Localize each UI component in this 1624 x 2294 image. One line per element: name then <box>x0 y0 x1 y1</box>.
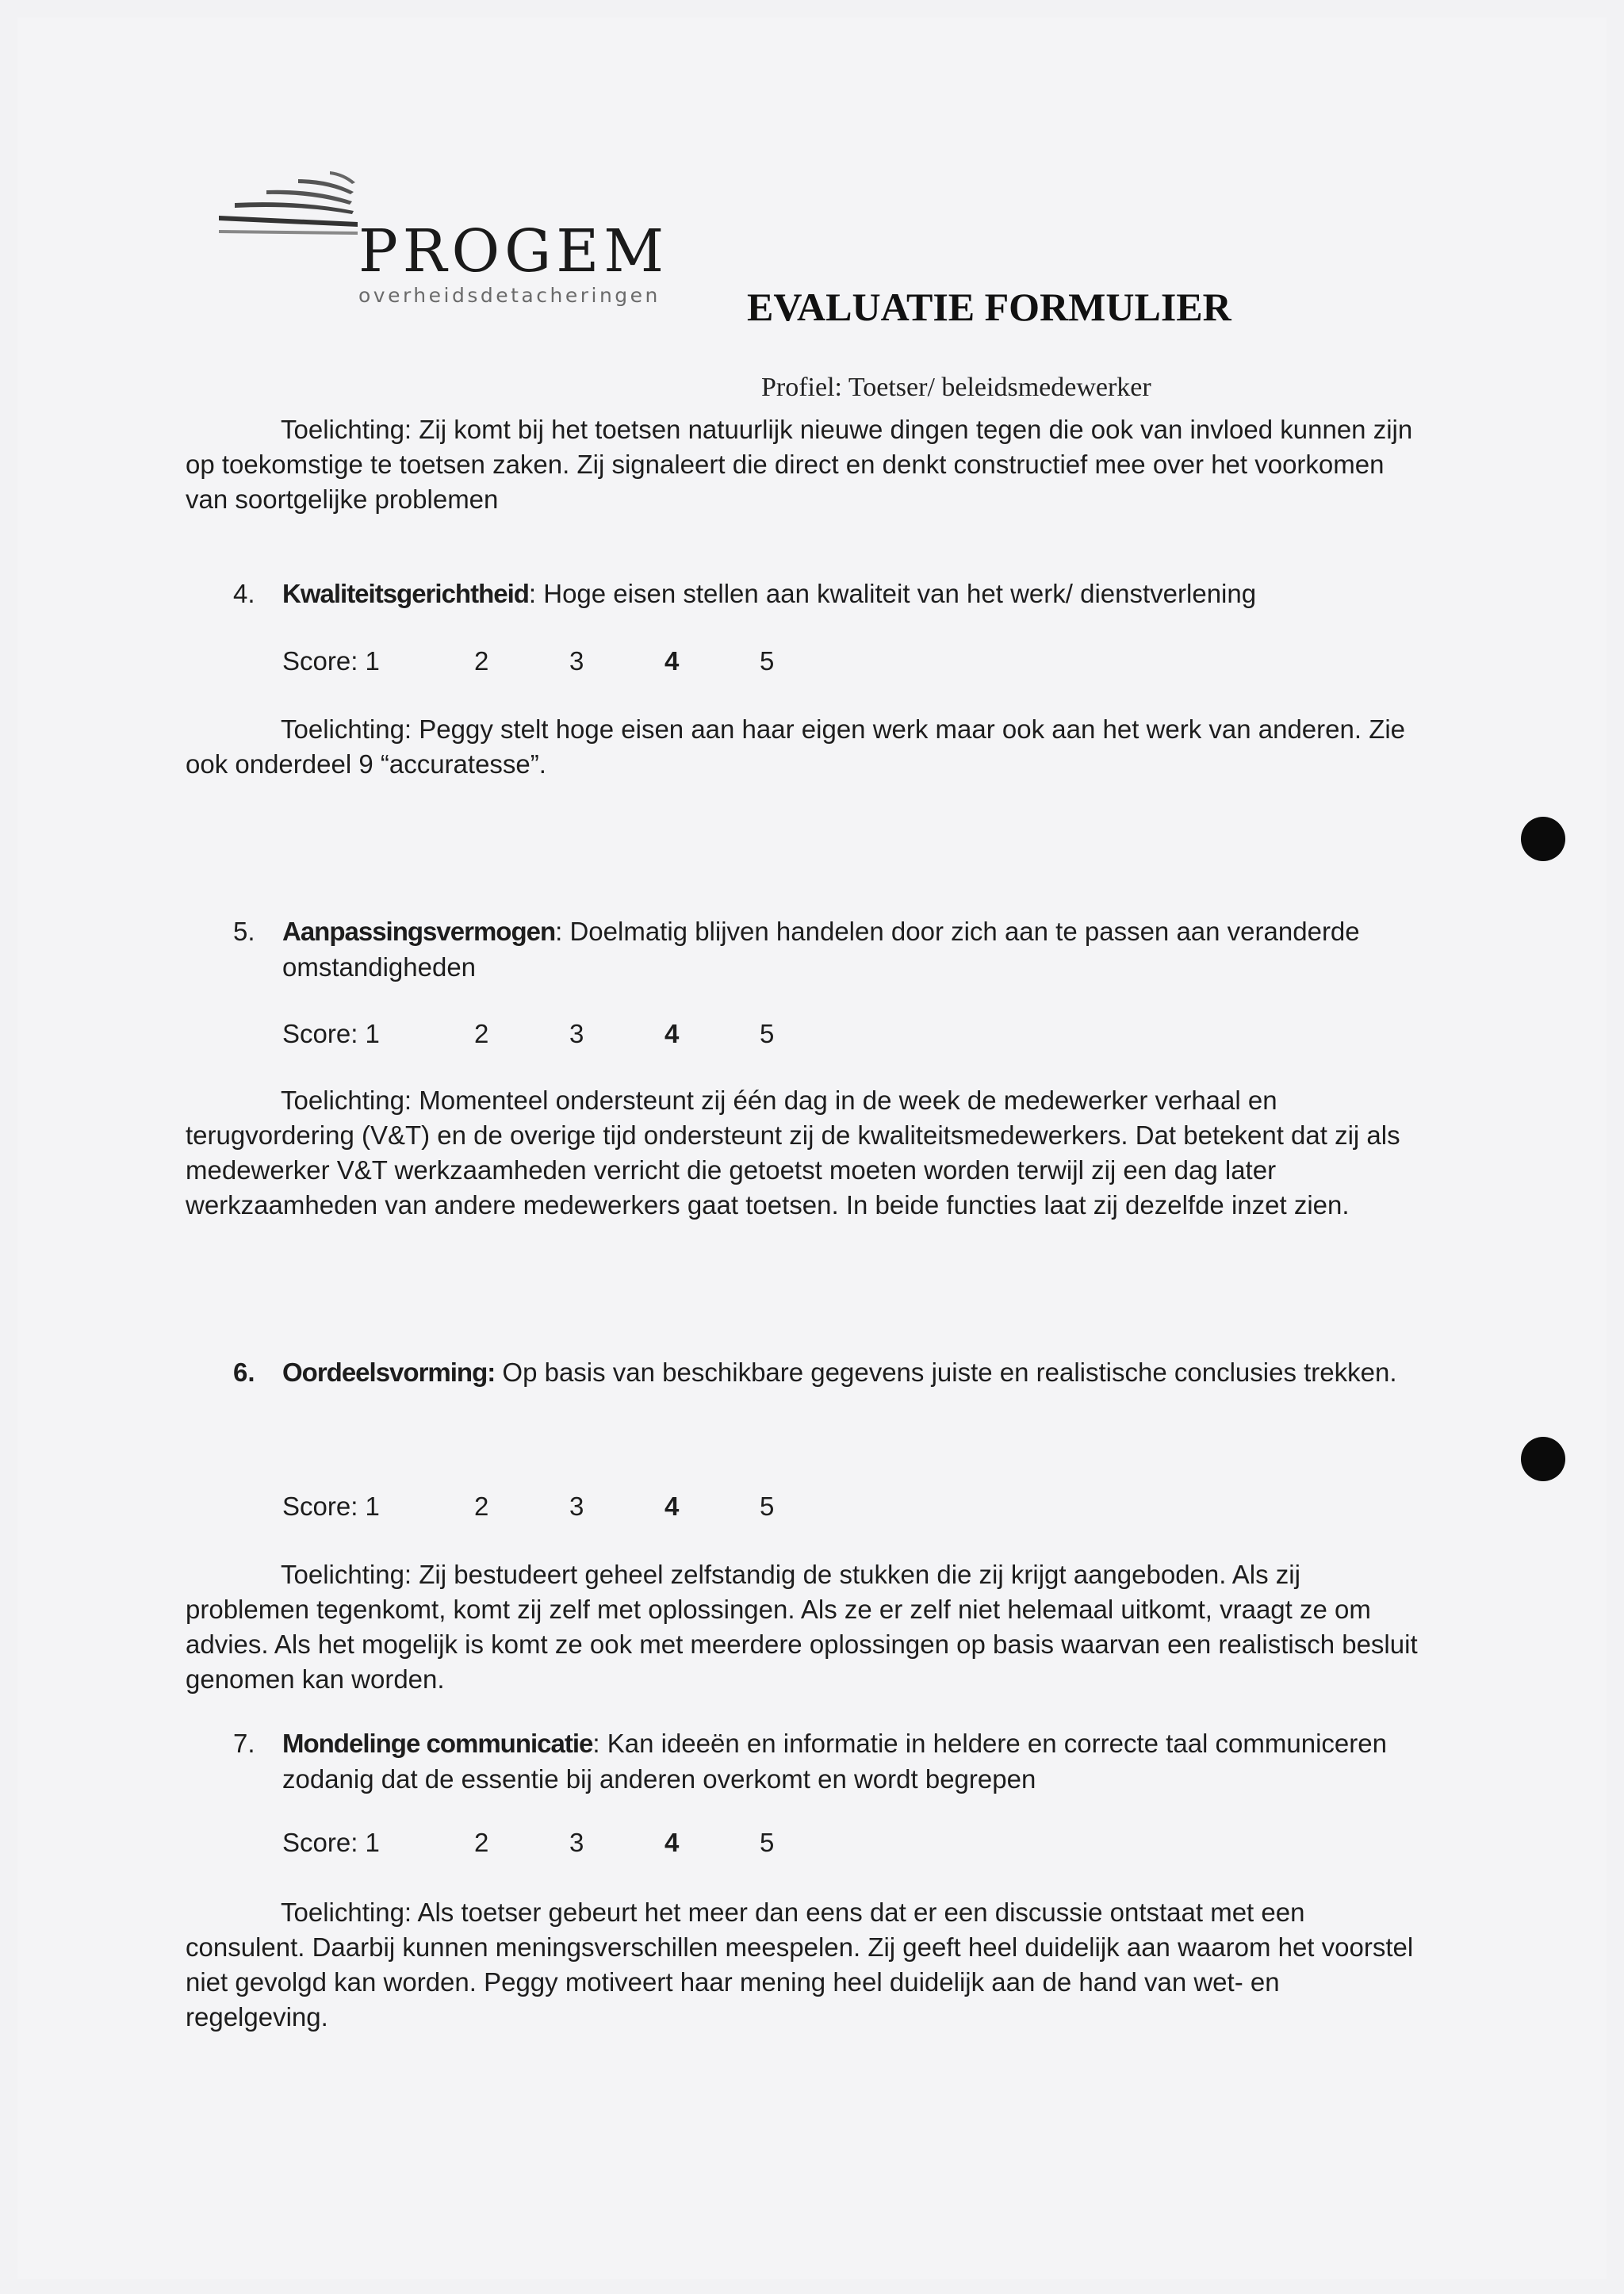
score-label: Score: 1 <box>282 646 380 676</box>
score-option-selected: 4 <box>665 646 680 676</box>
criterion-6 <box>233 1354 1423 1390</box>
score-option-selected: 4 <box>665 1828 680 1857</box>
criterion-number: 7. <box>233 1729 255 1758</box>
criterion-description: : Hoge eisen stellen aan kwaliteit van het werk/ dienstverlening <box>528 579 1257 608</box>
score-label: Score: 1 <box>282 1492 380 1521</box>
criterion-name: Oordeelsvorming: <box>282 1358 496 1387</box>
score-option: 5 <box>760 1828 775 1857</box>
score-option: 5 <box>760 1492 775 1521</box>
criterion-number: 4. <box>233 579 255 608</box>
criterion-name: Aanpassingsvermogen <box>282 917 556 946</box>
brand-name: PROGEM <box>358 217 669 285</box>
score-option: 3 <box>569 646 584 676</box>
criterion-5-explanation: Toelichting: Momenteel ondersteunt zij één dag in de week de medewerker verhaal en terugvordering (V&T) en de overige tijd ondersteunt zij de kwaliteitsmedewerkers. Dat betekent dat zij als medewerker V&T werkzaamheden verricht die getoetst moeten worden terwijl zij een dag later werkzaamheden van andere medewerkers gaat toetsen. In beide functies laat zij dezelfde inzet zien. <box>186 1086 1400 1220</box>
score-option: 5 <box>760 646 775 676</box>
criterion-6-explanation: Toelichting: Zij bestudeert geheel zelfstandig de stukken die zij krijgt aangeboden. Als zij problemen tegenkomt, komt zij zelf met oplossingen. Als ze er zelf niet helemaal uitkomt, vraagt ze om advies. Als het mogelijk is komt ze ook met meerdere oplossingen op basis waarvan een realistisch besluit genomen kan worden. <box>186 1560 1418 1694</box>
criterion-7 <box>233 1725 1423 1797</box>
profile-label: Profiel: Toetser/ beleidsmedewerker <box>761 373 1151 402</box>
score-option: 2 <box>474 1019 489 1048</box>
criterion-4 <box>233 576 1423 611</box>
score-option: 3 <box>569 1828 584 1857</box>
criterion-description: Op basis van beschikbare gegevens juiste en realistische conclusies trekken. <box>495 1358 1397 1387</box>
criterion-4-explanation: Toelichting: Peggy stelt hoge eisen aan haar eigen werk maar ook aan het werk van anderen. Zie ook onderdeel 9 “accuratesse”. <box>186 714 1406 779</box>
score-option: 5 <box>760 1019 775 1048</box>
criterion-description: : Kan ideeën en informatie in heldere en correcte taal communiceren zodanig dat de essentie bij anderen overkomt en wordt begrepen <box>282 1729 1387 1794</box>
document-title: EVALUATIE FORMULIER <box>747 285 1231 329</box>
score-option: 2 <box>474 646 489 676</box>
criterion-number: 5. <box>233 917 255 946</box>
criterion-5 <box>233 913 1423 985</box>
punch-hole-icon <box>1521 1437 1565 1481</box>
brand-tagline: overheidsdetacheringen <box>358 284 661 307</box>
score-option: 2 <box>474 1828 489 1857</box>
score-option-selected: 4 <box>665 1019 680 1048</box>
criterion-name: Mondelinge communicatie <box>282 1729 593 1758</box>
punch-hole-icon <box>1521 817 1565 861</box>
criterion-number: 6. <box>233 1358 255 1387</box>
score-option-selected: 4 <box>665 1492 680 1521</box>
score-option: 3 <box>569 1492 584 1521</box>
progem-swoosh-logo-icon <box>219 168 362 247</box>
intro-explanation: Toelichting: Zij komt bij het toetsen natuurlijk nieuwe dingen tegen die ook van invloed kunnen zijn op toekomstige te toetsen zaken. Zij signaleert die direct en denkt constructief mee over het voorkomen van soortgelijke problemen <box>186 415 1413 514</box>
score-label: Score: 1 <box>282 1828 380 1857</box>
criterion-7-explanation: Toelichting: Als toetser gebeurt het meer dan eens dat er een discussie ontstaat met een consulent. Daarbij kunnen meningsverschillen meespelen. Zij geeft heel duidelijk aan waarom het voorstel niet gevolgd kan worden. Peggy motiveert haar mening heel duidelijk aan de hand van wet- en regelgeving. <box>186 1898 1414 2032</box>
score-option: 2 <box>474 1492 489 1521</box>
score-option: 3 <box>569 1019 584 1048</box>
score-label: Score: 1 <box>282 1019 380 1048</box>
criterion-description: : Doelmatig blijven handelen door zich aan te passen aan veranderde omstandigheden <box>282 917 1360 982</box>
criterion-name: Kwaliteitsgerichtheid <box>282 579 529 608</box>
